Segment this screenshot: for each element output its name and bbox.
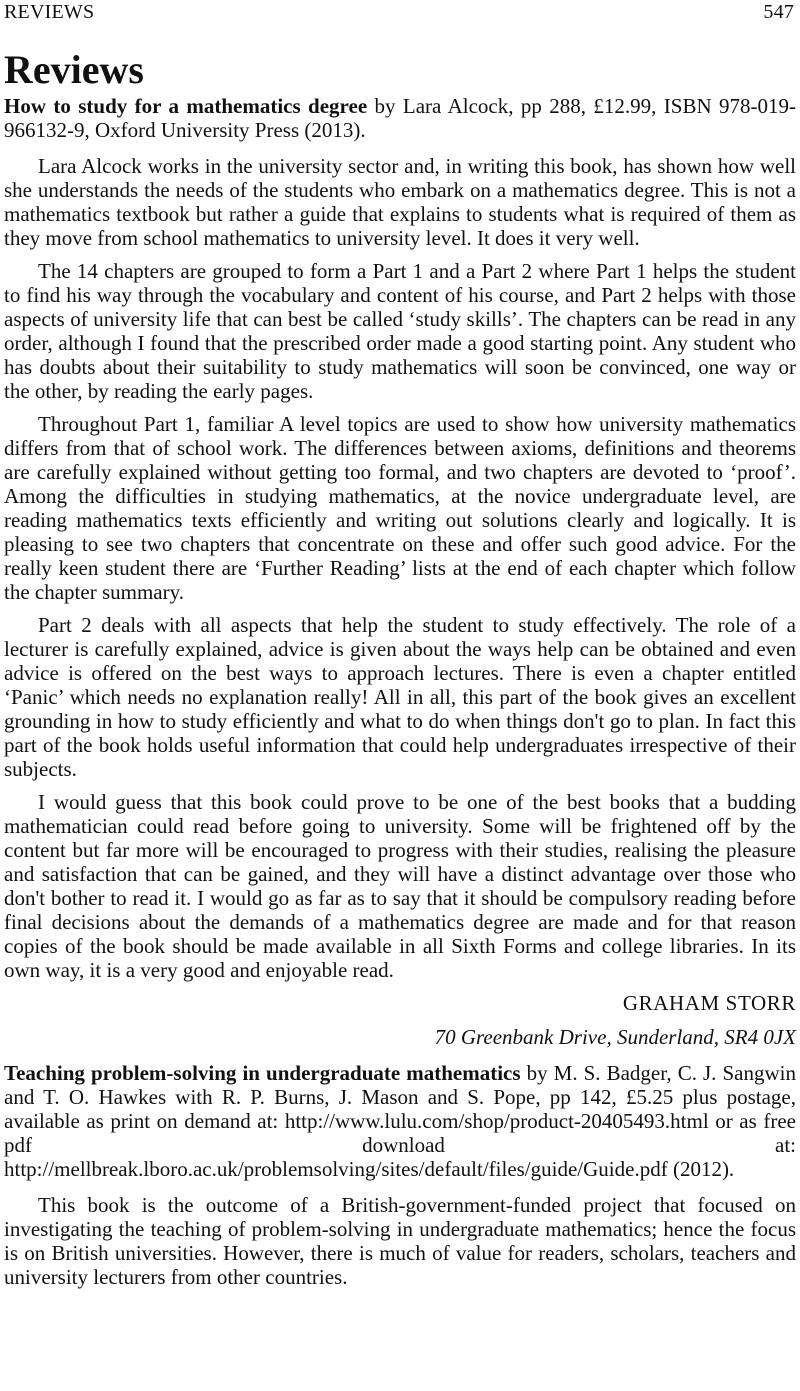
review-1-book-heading — [4, 94, 796, 142]
review-1-book-title: How to study for a mathematics degree — [4, 94, 368, 118]
review-1-paragraph-2: The 14 chapters are grouped to form a Part 1 and a Part 2 where Part 1 helps the student to find his way through the vocabulary and content of his course, and Part 2 helps with those aspects of university life that can best be called ‘study skills’. The chapters can be read in any order, although I found that the prescribed order made a good starting point. Any student who has doubts about their suitability to study mathematics will soon be convinced, one way or the other, by reading the early pages. — [4, 259, 796, 403]
review-2-book-title: Teaching problem-solving in undergraduate mathematics — [4, 1061, 521, 1085]
review-1 — [4, 94, 796, 1049]
review-1-paragraph-5: I would guess that this book could prove to be one of the best books that a budding mathematician could read before going to university. Some will be frightened off by the content but far more will be encouraged to progress with their studies, realising the pleasure and satisfaction that can be gained, and they will have a distinct advantage over those who don't bother to read it. I would go as far as to say that it should be compulsory reading before final decisions about the demands of a mathematics degree are made and for that reason copies of the book should be made available in all Sixth Forms and college libraries. In its own way, it is a very good and enjoyable read. — [4, 790, 796, 982]
running-head — [4, 0, 796, 24]
section-title: Reviews — [4, 47, 144, 92]
review-1-paragraph-3: Throughout Part 1, familiar A level topics are used to show how university mathematics differs from that of school work. The differences between axioms, definitions and theorems are carefully explained without getting too formal, and two chapters are devoted to ‘proof’. Among the difficulties in studying mathematics, at the novice undergraduate level, are reading mathematics texts efficiently and writing out solutions clearly and logically. It is pleasing to see two chapters that concentrate on these and offer such good advice. For the really keen student there are ‘Further Reading’ lists at the end of each chapter which follow the chapter summary. — [4, 412, 796, 604]
review-1-paragraph-4: Part 2 deals with all aspects that help the student to study effectively. The role of a lecturer is carefully explained, advice is given about the ways help can be obtained and even advice is offered on the best ways to approach lectures. There is even a chapter entitled ‘Panic’ which needs no explanation really! All in all, this part of the book gives an excellent grounding in how to study efficiently and what to do when things don't go to plan. In fact this part of the book holds useful information that could help undergraduates irrespective of their subjects. — [4, 613, 796, 781]
review-2-book-details: by M. S. Badger, C. J. Sangwin and T. O. Hawkes with R. P. Burns, J. Mason and S. Pope, pp 142, £5.25 plus postage, available as print on demand at: http://www.lulu.com/shop/product-20405493.html or as free pdf download at: http://mellbreak.lboro.ac.uk/problemsolving/sites/default/files/guide/Guide.pdf (2012). — [4, 1061, 796, 1181]
review-2 — [4, 1061, 796, 1289]
review-1-paragraph-1: Lara Alcock works in the university sector and, in writing this book, has shown how well she understands the needs of the students who embark on a mathematics degree. This is not a mathematics textbook but rather a guide that explains to students what is required of them as they move from school mathematics to university level. It does it very well. — [4, 154, 796, 250]
reviewer-address: 70 Greenbank Drive, Sunderland, SR4 0JX — [434, 1025, 796, 1049]
review-2-paragraph-1: This book is the outcome of a British-government-funded project that focused on investigating the teaching of problem-solving in undergraduate mathematics; hence the focus is on British universities. However, there is much of value for readers, scholars, teachers and university lecturers from other countries. — [4, 1193, 796, 1289]
page-number: 547 — [763, 1, 794, 23]
reviewer-name: GRAHAM STORR — [622, 991, 796, 1015]
running-head-section: REVIEWS — [4, 1, 95, 23]
review-2-book-heading — [4, 1061, 796, 1181]
review-1-book-details: by Lara Alcock, pp 288, £12.99, ISBN 978-019-966132-9, Oxford University Press (2013). — [4, 94, 796, 142]
